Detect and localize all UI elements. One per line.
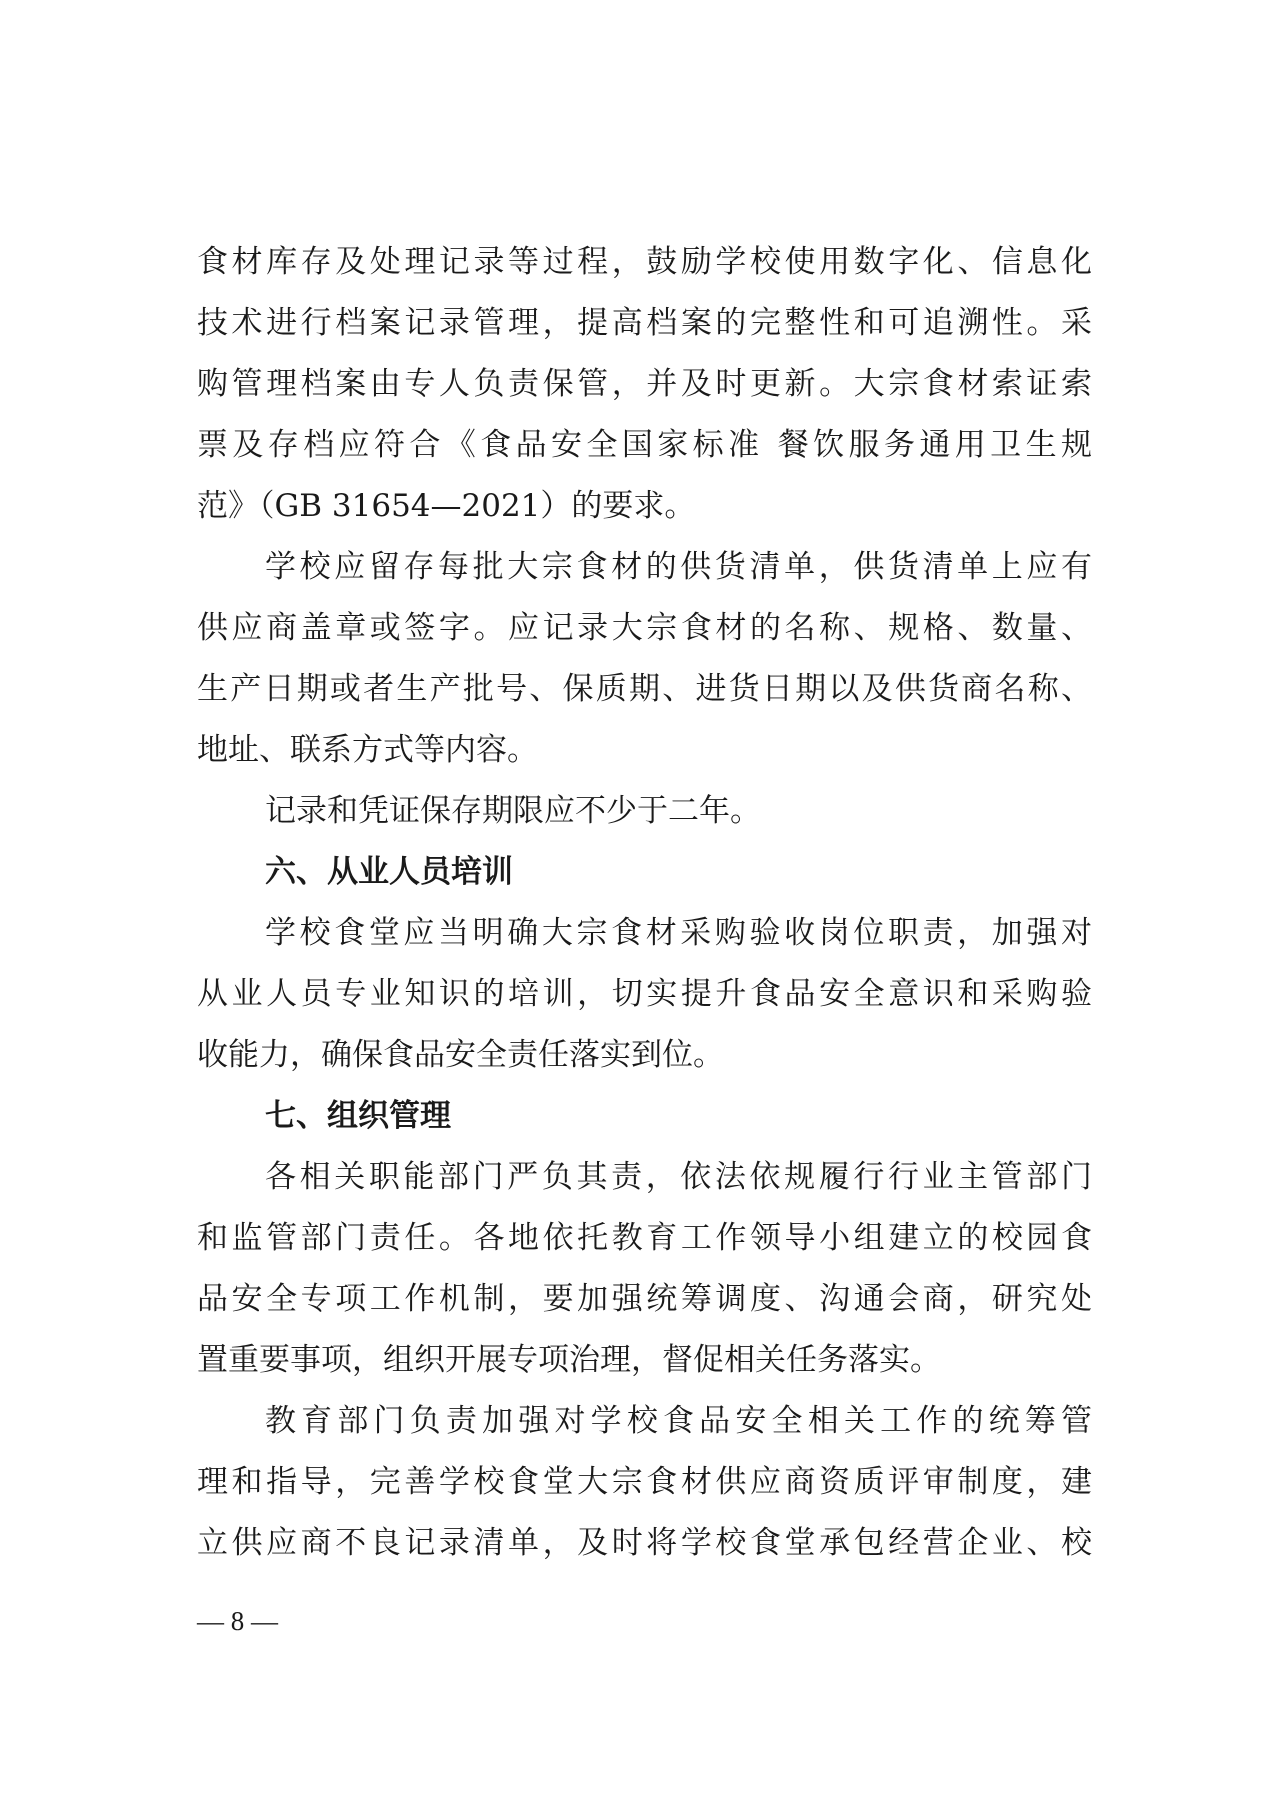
body-text-line: 购管理档案由专人负责保管，并及时更新。大宗食材索证索 (197, 366, 1092, 402)
body-text-line: 技术进行档案记录管理，提高档案的完整性和可追溯性。采 (197, 305, 1092, 341)
body-text-line: 地址、联系方式等内容。 (197, 732, 538, 768)
body-text-line: 票及存档应符合《食品安全国家标准 餐饮服务通用卫生规 (197, 427, 1092, 463)
body-text-line: 理和指导，完善学校食堂大宗食材供应商资质评审制度，建 (197, 1464, 1092, 1500)
page-number: — 8 — (197, 1606, 278, 1636)
paragraph-first-line: 学校应留存每批大宗食材的供货清单，供货清单上应有 (265, 549, 1092, 585)
body-text-line: 供应商盖章或签字。应记录大宗食材的名称、规格、数量、 (197, 610, 1092, 646)
paragraph-first-line: 学校食堂应当明确大宗食材采购验收岗位职责，加强对 (265, 915, 1092, 951)
section-heading: 七、组织管理 (265, 1098, 451, 1134)
body-text-line: 和监管部门责任。各地依托教育工作领导小组建立的校园食 (197, 1220, 1092, 1256)
body-text-line: 立供应商不良记录清单，及时将学校食堂承包经营企业、校 (197, 1525, 1092, 1561)
body-text-line: 置重要事项，组织开展专项治理，督促相关任务落实。 (197, 1342, 941, 1378)
body-text-line: 品安全专项工作机制，要加强统筹调度、沟通会商，研究处 (197, 1281, 1092, 1317)
paragraph-first-line: 各相关职能部门严负其责，依法依规履行行业主管部门 (265, 1159, 1092, 1195)
body-text-line: 生产日期或者生产批号、保质期、进货日期以及供货商名称、 (197, 671, 1092, 707)
document-body (197, 232, 1092, 1574)
body-text-line: 从业人员专业知识的培训，切实提升食品安全意识和采购验 (197, 976, 1092, 1012)
body-text-line: 范》（GB 31654—2021）的要求。 (197, 488, 696, 524)
paragraph-first-line: 教育部门负责加强对学校食品安全相关工作的统筹管 (265, 1403, 1092, 1439)
body-text-line: 食材库存及处理记录等过程，鼓励学校使用数字化、信息化 (197, 244, 1092, 280)
section-heading: 六、从业人员培训 (265, 854, 513, 890)
paragraph-first-line: 记录和凭证保存期限应不少于二年。 (265, 793, 761, 829)
body-text-line: 收能力，确保食品安全责任落实到位。 (197, 1037, 724, 1073)
